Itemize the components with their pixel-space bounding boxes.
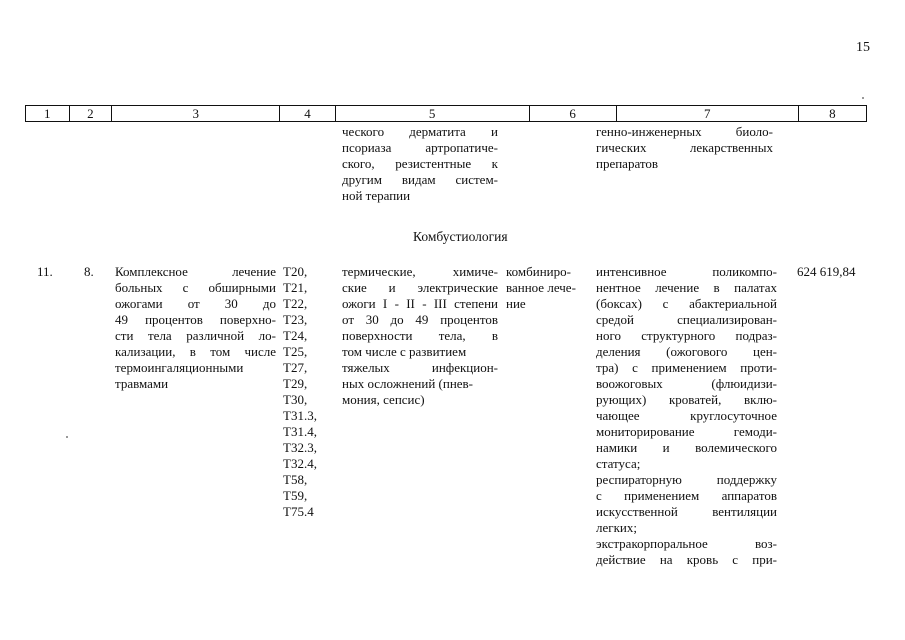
text-line: искусственной вентиляции — [596, 504, 777, 519]
text-line: Комплексное лечение — [115, 264, 276, 279]
text-line: деления (ожогового цен- — [596, 344, 777, 359]
header-cell: 4 — [280, 106, 335, 121]
header-cell: 5 — [336, 106, 530, 121]
icd-code: Т75.4 — [283, 504, 314, 519]
text-line: интенсивное поликомпо- — [596, 264, 777, 279]
row-patient-model — [342, 264, 498, 408]
text-line: действие на кровь с при- — [596, 552, 777, 567]
text-line: ного структурного подраз- — [596, 328, 777, 343]
text-line: рующих) кроватей, вклю- — [596, 392, 777, 407]
icd-code: Т30, — [283, 392, 308, 407]
row-icd-codes — [283, 264, 333, 520]
text-line: препаратов — [596, 156, 659, 171]
text-line: генно-инженерных биоло- — [596, 124, 773, 139]
text-line: тра) с применением проти- — [596, 360, 777, 375]
icd-code: Т27, — [283, 360, 308, 375]
text-line: от 30 до 49 процентов — [342, 312, 498, 327]
text-line: псориаза артропатиче- — [342, 140, 498, 155]
text-line: статуса; — [596, 456, 641, 471]
text-line: намики и волемического — [596, 440, 777, 455]
page-number: 15 — [856, 40, 870, 55]
text-line: чающее круглосуточное — [596, 408, 777, 423]
text-line: экстракорпоральное воз- — [596, 536, 777, 551]
header-cell: 6 — [530, 106, 617, 121]
text-line: легких; — [596, 520, 637, 535]
text-line: гических лекарственных — [596, 140, 773, 155]
text-line: воожоговых (флюидизи- — [596, 376, 777, 391]
text-line: респираторную поддержку — [596, 472, 777, 487]
text-line: средой специализирован- — [596, 312, 777, 327]
icd-code: Т31.4, — [283, 424, 317, 439]
header-cell: 8 — [829, 106, 836, 121]
icd-code: Т22, — [283, 296, 308, 311]
row-treatment-method — [596, 264, 777, 568]
text-line: ческого дерматита и — [342, 124, 498, 139]
icd-code: Т23, — [283, 312, 308, 327]
text-line: ной терапии — [342, 188, 411, 203]
icd-code: Т20, — [283, 264, 308, 279]
text-line: мония, сепсис) — [342, 392, 425, 407]
icd-code: Т31.3, — [283, 408, 317, 423]
row-treatment-type — [506, 264, 587, 312]
icd-code: Т32.3, — [283, 440, 317, 455]
text-line: комбиниро- — [506, 264, 571, 279]
text-line: 49 процентов поверхно- — [115, 312, 276, 327]
text-line: поверхности тела, в — [342, 328, 498, 343]
text-line: кализации, в том числе — [115, 344, 276, 359]
text-line: термоингаляционными — [115, 360, 244, 375]
section-title: Комбустиология — [413, 229, 508, 244]
text-line: с применением аппаратов — [596, 488, 777, 503]
row-number: 11. — [37, 264, 53, 279]
page-mark — [66, 436, 68, 438]
text-line: термические, химиче- — [342, 264, 498, 279]
row-subnumber: 8. — [84, 264, 94, 279]
text-line: ных осложнений (пнев- — [342, 376, 474, 391]
header-cell: 7 — [617, 106, 799, 121]
header-cell: 1 — [26, 106, 70, 121]
text-line: сти тела различной ло- — [115, 328, 276, 343]
icd-code: Т21, — [283, 280, 308, 295]
text-line: больных с обширными — [115, 280, 276, 295]
page-mark — [862, 97, 864, 99]
text-line: ожогами от 30 до — [115, 296, 276, 311]
continuation-method-text — [596, 124, 773, 172]
table-header-row — [25, 105, 867, 122]
text-line: нентное лечение в палатах — [596, 280, 777, 295]
icd-code: Т29, — [283, 376, 308, 391]
icd-code: Т58, — [283, 472, 308, 487]
text-line: том числе с развитием — [342, 344, 467, 359]
icd-code: Т25, — [283, 344, 308, 359]
header-cell: 2 — [70, 106, 113, 121]
text-line: ожоги I - II - III степени — [342, 296, 498, 311]
icd-code: Т32.4, — [283, 456, 317, 471]
row-cost: 624 619,84 — [797, 264, 856, 279]
icd-code: Т24, — [283, 328, 308, 343]
text-line: тяжелых инфекцион- — [342, 360, 498, 375]
text-line: ского, резистентные к — [342, 156, 498, 171]
text-line: мониторирование гемоди- — [596, 424, 777, 439]
text-line: травмами — [115, 376, 169, 391]
text-line: ванное лече- — [506, 280, 576, 295]
text-line: ские и электрические — [342, 280, 498, 295]
icd-code: Т59, — [283, 488, 308, 503]
text-line: (боксах) с абактериальной — [596, 296, 777, 311]
text-line: ние — [506, 296, 526, 311]
continuation-model-text — [342, 124, 498, 204]
row-name-text — [115, 264, 276, 392]
text-line: другим видам систем- — [342, 172, 498, 187]
header-cell: 3 — [112, 106, 280, 121]
